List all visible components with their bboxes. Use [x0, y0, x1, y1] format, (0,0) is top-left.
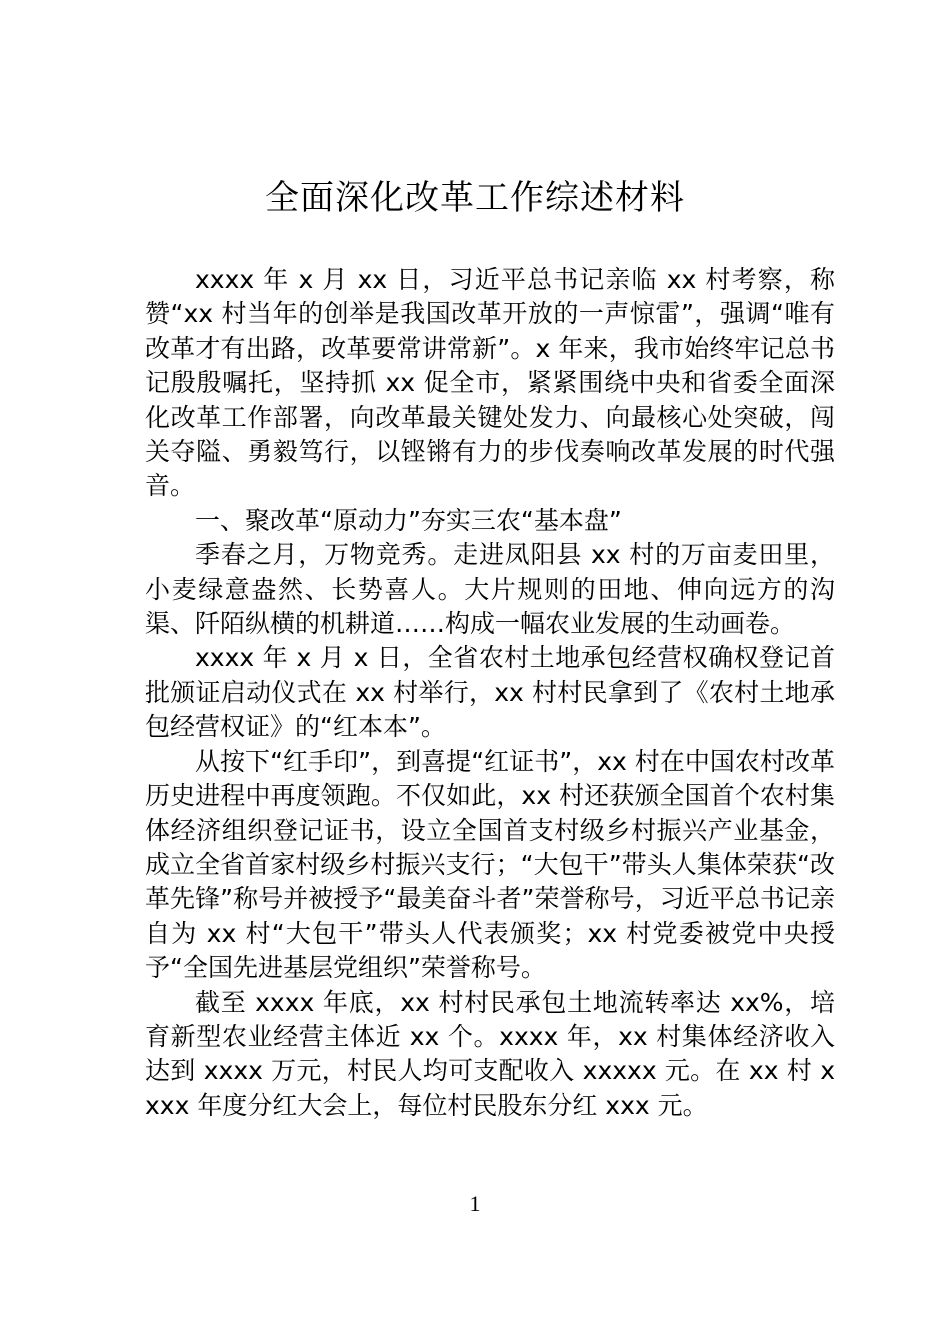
paragraph-wheat-field: 季春之月，万物竞秀。走进凤阳县 xx 村的万亩麦田里，小麦绿意盎然、长势喜人。大片规则的田地、伸向远方的沟渠、阡陌纵横的机耕道……构成一幅农业发展的生动画卷。	[145, 540, 835, 639]
page-number: 1	[469, 1191, 481, 1216]
paragraph-statistics: 截至 xxxx 年底，xx 村村民承包土地流转率达 xx%，培育新型农业经营主体近 xx 个。xxxx 年，xx 村集体经济收入达到 xxxx 万元，村民人均可支配收入 xxxxx 元。在 xx 村 xxxx 年度分红大会上，每位村民股东分红 xxx 元。	[145, 987, 835, 1120]
document-title: 全面深化改革工作综述材料	[265, 178, 685, 218]
paragraph-reform-achievements: 从按下“红手印”，到喜提“红证书”，xx 村在中国农村改革历史进程中再度领跑。不仅如此，xx 村还获颁全国首个农村集体经济组织登记证书，设立全国首支村级乡村振兴产业基金，成立全省首家村级乡村振兴支行；“大包干”带头人集体荣获“改革先锋”称号并被授予“最美奋斗者”荣誉称号，习近平总书记亲自为 xx 村“大包干”带头人代表颁奖；xx 村党委被党中央授予“全国先进基层党组织”荣誉称号。	[145, 746, 835, 983]
document-body	[145, 263, 835, 1123]
section-heading-1: 一、聚改革“原动力”夯实三农“基本盘”	[195, 505, 622, 535]
paragraph-land-certificate: xxxx 年 x 月 x 日，全省农村土地承包经营权确权登记首批颁证启动仪式在 xx 村举行，xx 村村民拿到了《农村土地承包经营权证》的“红本本”。	[145, 643, 835, 742]
intro-paragraph: xxxx 年 x 月 xx 日，习近平总书记亲临 xx 村考察，称赞“xx 村当年的创举是我国改革开放的一声惊雷”，强调“唯有改革才有出路，改革要常讲常新”。x 年来，我市始终牢记总书记殷殷嘱托，坚持抓 xx 促全市，紧紧围绕中央和省委全面深化改革工作部署，向改革最关键处发力、向最核心处突破，闯关夺隘、勇毅笃行，以铿锵有力的步伐奏响改革发展的时代强音。	[145, 265, 835, 501]
